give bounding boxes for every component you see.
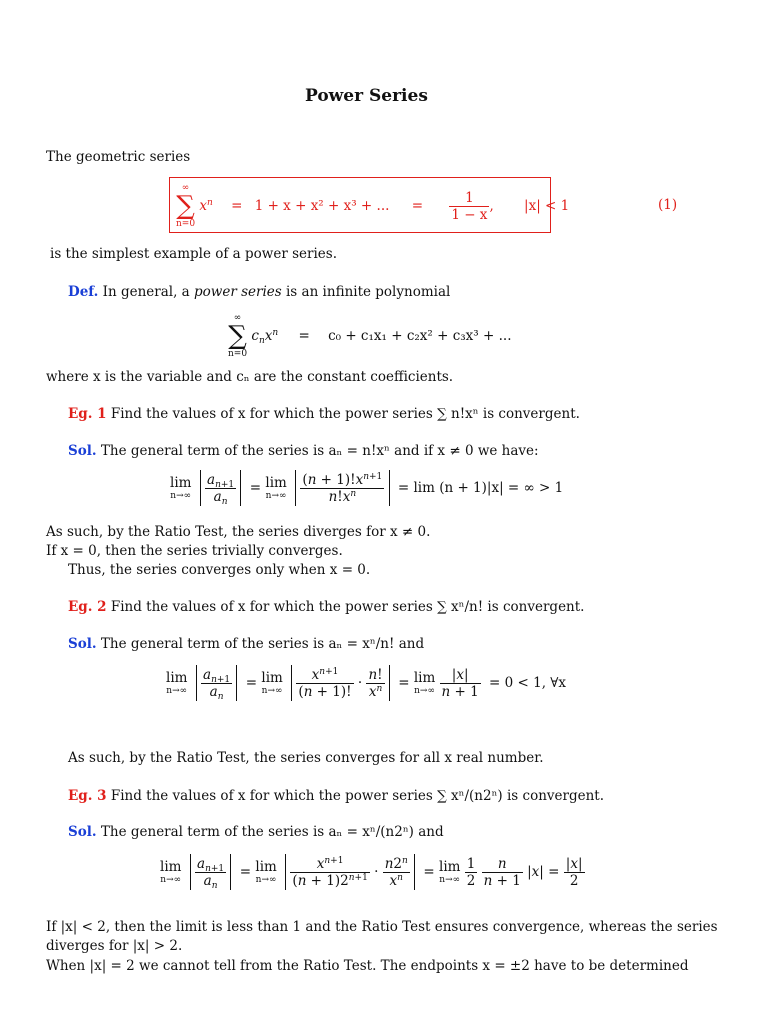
- eg2-limit-tail: = 0 < 1, ∀x: [489, 675, 567, 691]
- sol3-label: Sol.: [68, 824, 97, 840]
- eg1-label: Eg. 1: [68, 406, 107, 422]
- equation-1-tag: (1): [658, 197, 678, 213]
- eq1-frac-num: 1: [465, 189, 474, 206]
- sol2-label: Sol.: [68, 636, 97, 652]
- eg1-text: Find the values of x for which the power series ∑ n!xⁿ is convergent.: [110, 406, 580, 422]
- sol2-text: The general term of the series is aₙ = xⁿ/n! and: [100, 636, 425, 652]
- eg1-limit-equation: lim n→∞ $\frac{a_{n+1}}{a_n}$ = lim n→∞ $\frac{(n + 1)!x^{n+1}}{n!x^n}$ = lim (n + 1)|x| = ∞ > 1: [170, 471, 564, 507]
- def-label: Def.: [68, 284, 99, 300]
- example-1: [68, 406, 580, 422]
- eg2-conclusion: As such, by the Ratio Test, the series converges for all x real number.: [68, 750, 544, 766]
- solution-2: [68, 636, 424, 652]
- sigma-icon: ∑: [176, 191, 195, 221]
- eg2-limit-equation: lim n→∞ $\frac{a_{n+1}}{a_n}$ = lim n→∞ $\frac{x^{n+1}}{(n + 1)!}$ · $\frac{n!}{x^n}$ = lim n→∞ $\frac{|x|}{n + 1}$ = 0 < 1, ∀x: [166, 666, 567, 702]
- sum-lower-limit: n=0: [176, 219, 196, 229]
- eg2-text: Find the values of x for which the power series ∑ xⁿ/n! is convergent.: [110, 599, 585, 615]
- eg1-line-2: If x = 0, then the series trivially converges.: [46, 543, 343, 559]
- def-text-after: is an infinite polynomial: [285, 284, 451, 300]
- eg3-limit-equation: lim n→∞ $\frac{a_{n+1}}{a_n}$ = lim n→∞ $\frac{x^{n+1}}{(n + 1)2^{n+1}}$ · $\frac{n2^n}{x^n}$ = lim n→∞ $\frac{1}{2}$ $\frac{n}{n + 1}$ |x| = $\frac{|x|}{2}$: [160, 855, 583, 891]
- eq1-exp: n: [207, 198, 213, 208]
- def-text-before: In general, a: [102, 284, 190, 300]
- eg2-label: Eg. 2: [68, 599, 107, 615]
- after-eq1-text: is the simplest example of a power series.: [50, 246, 337, 262]
- intro-text: The geometric series: [46, 149, 191, 165]
- example-2: [68, 599, 584, 615]
- eq1-condition: |x| < 1: [524, 198, 570, 214]
- solution-3: [68, 824, 444, 840]
- example-3: [68, 788, 604, 804]
- sol1-label: Sol.: [68, 443, 97, 459]
- def-term: power series: [194, 284, 282, 300]
- def-eq-rhs: c₀ + c₁x₁ + c₂x² + c₃x³ + ...: [328, 328, 512, 344]
- eq1-frac-den: 1 − x: [451, 206, 488, 223]
- definition-equation: ∞ ∑ n=0 $c_nx^n = c_0 + c_1x_1 + c_2x^2 + c_3x^3$ + ...: [228, 313, 512, 359]
- sol3-text: The general term of the series is aₙ = xⁿ/(n2ⁿ) and: [100, 824, 444, 840]
- eq1-rhs: 1 + x + x² + x³ + ...: [254, 198, 390, 214]
- equation-1: ∞ ∑ n=0 $x^n = 1 + x + x^2 + x^3$ + ... = $\frac{1}{1 - x}$ , |x| < 1: [176, 183, 570, 229]
- sol1-text: The general term of the series is aₙ = n!xⁿ and if x ≠ 0 we have:: [100, 443, 539, 459]
- closing-line-1: If |x| < 2, then the limit is less than 1 and the Ratio Test ensures convergence, whereas the series: [46, 919, 718, 935]
- sigma-icon: ∑: [228, 321, 247, 351]
- eg1-line-3: Thus, the series converges only when x = 0.: [68, 562, 371, 578]
- definition: [68, 284, 450, 300]
- sum-upper-limit: ∞: [181, 183, 190, 193]
- eg3-text: Find the values of x for which the power series ∑ xⁿ/(n2ⁿ) is convergent.: [110, 788, 605, 804]
- eg1-line-1: As such, by the Ratio Test, the series diverges for x ≠ 0.: [46, 524, 431, 540]
- solution-1: [68, 443, 539, 459]
- eg1-limit-rhs: = lim (n + 1)|x| = ∞ > 1: [397, 480, 564, 496]
- page-title: Power Series: [305, 86, 428, 106]
- closing-line-2: diverges for |x| > 2.: [46, 938, 183, 954]
- def-where-text: where x is the variable and cₙ are the constant coefficients.: [46, 369, 454, 385]
- eq1-var: x: [199, 198, 207, 214]
- closing-line-3: When |x| = 2 we cannot tell from the Ratio Test. The endpoints x = ±2 have to be determined: [46, 958, 689, 974]
- eg3-label: Eg. 3: [68, 788, 107, 804]
